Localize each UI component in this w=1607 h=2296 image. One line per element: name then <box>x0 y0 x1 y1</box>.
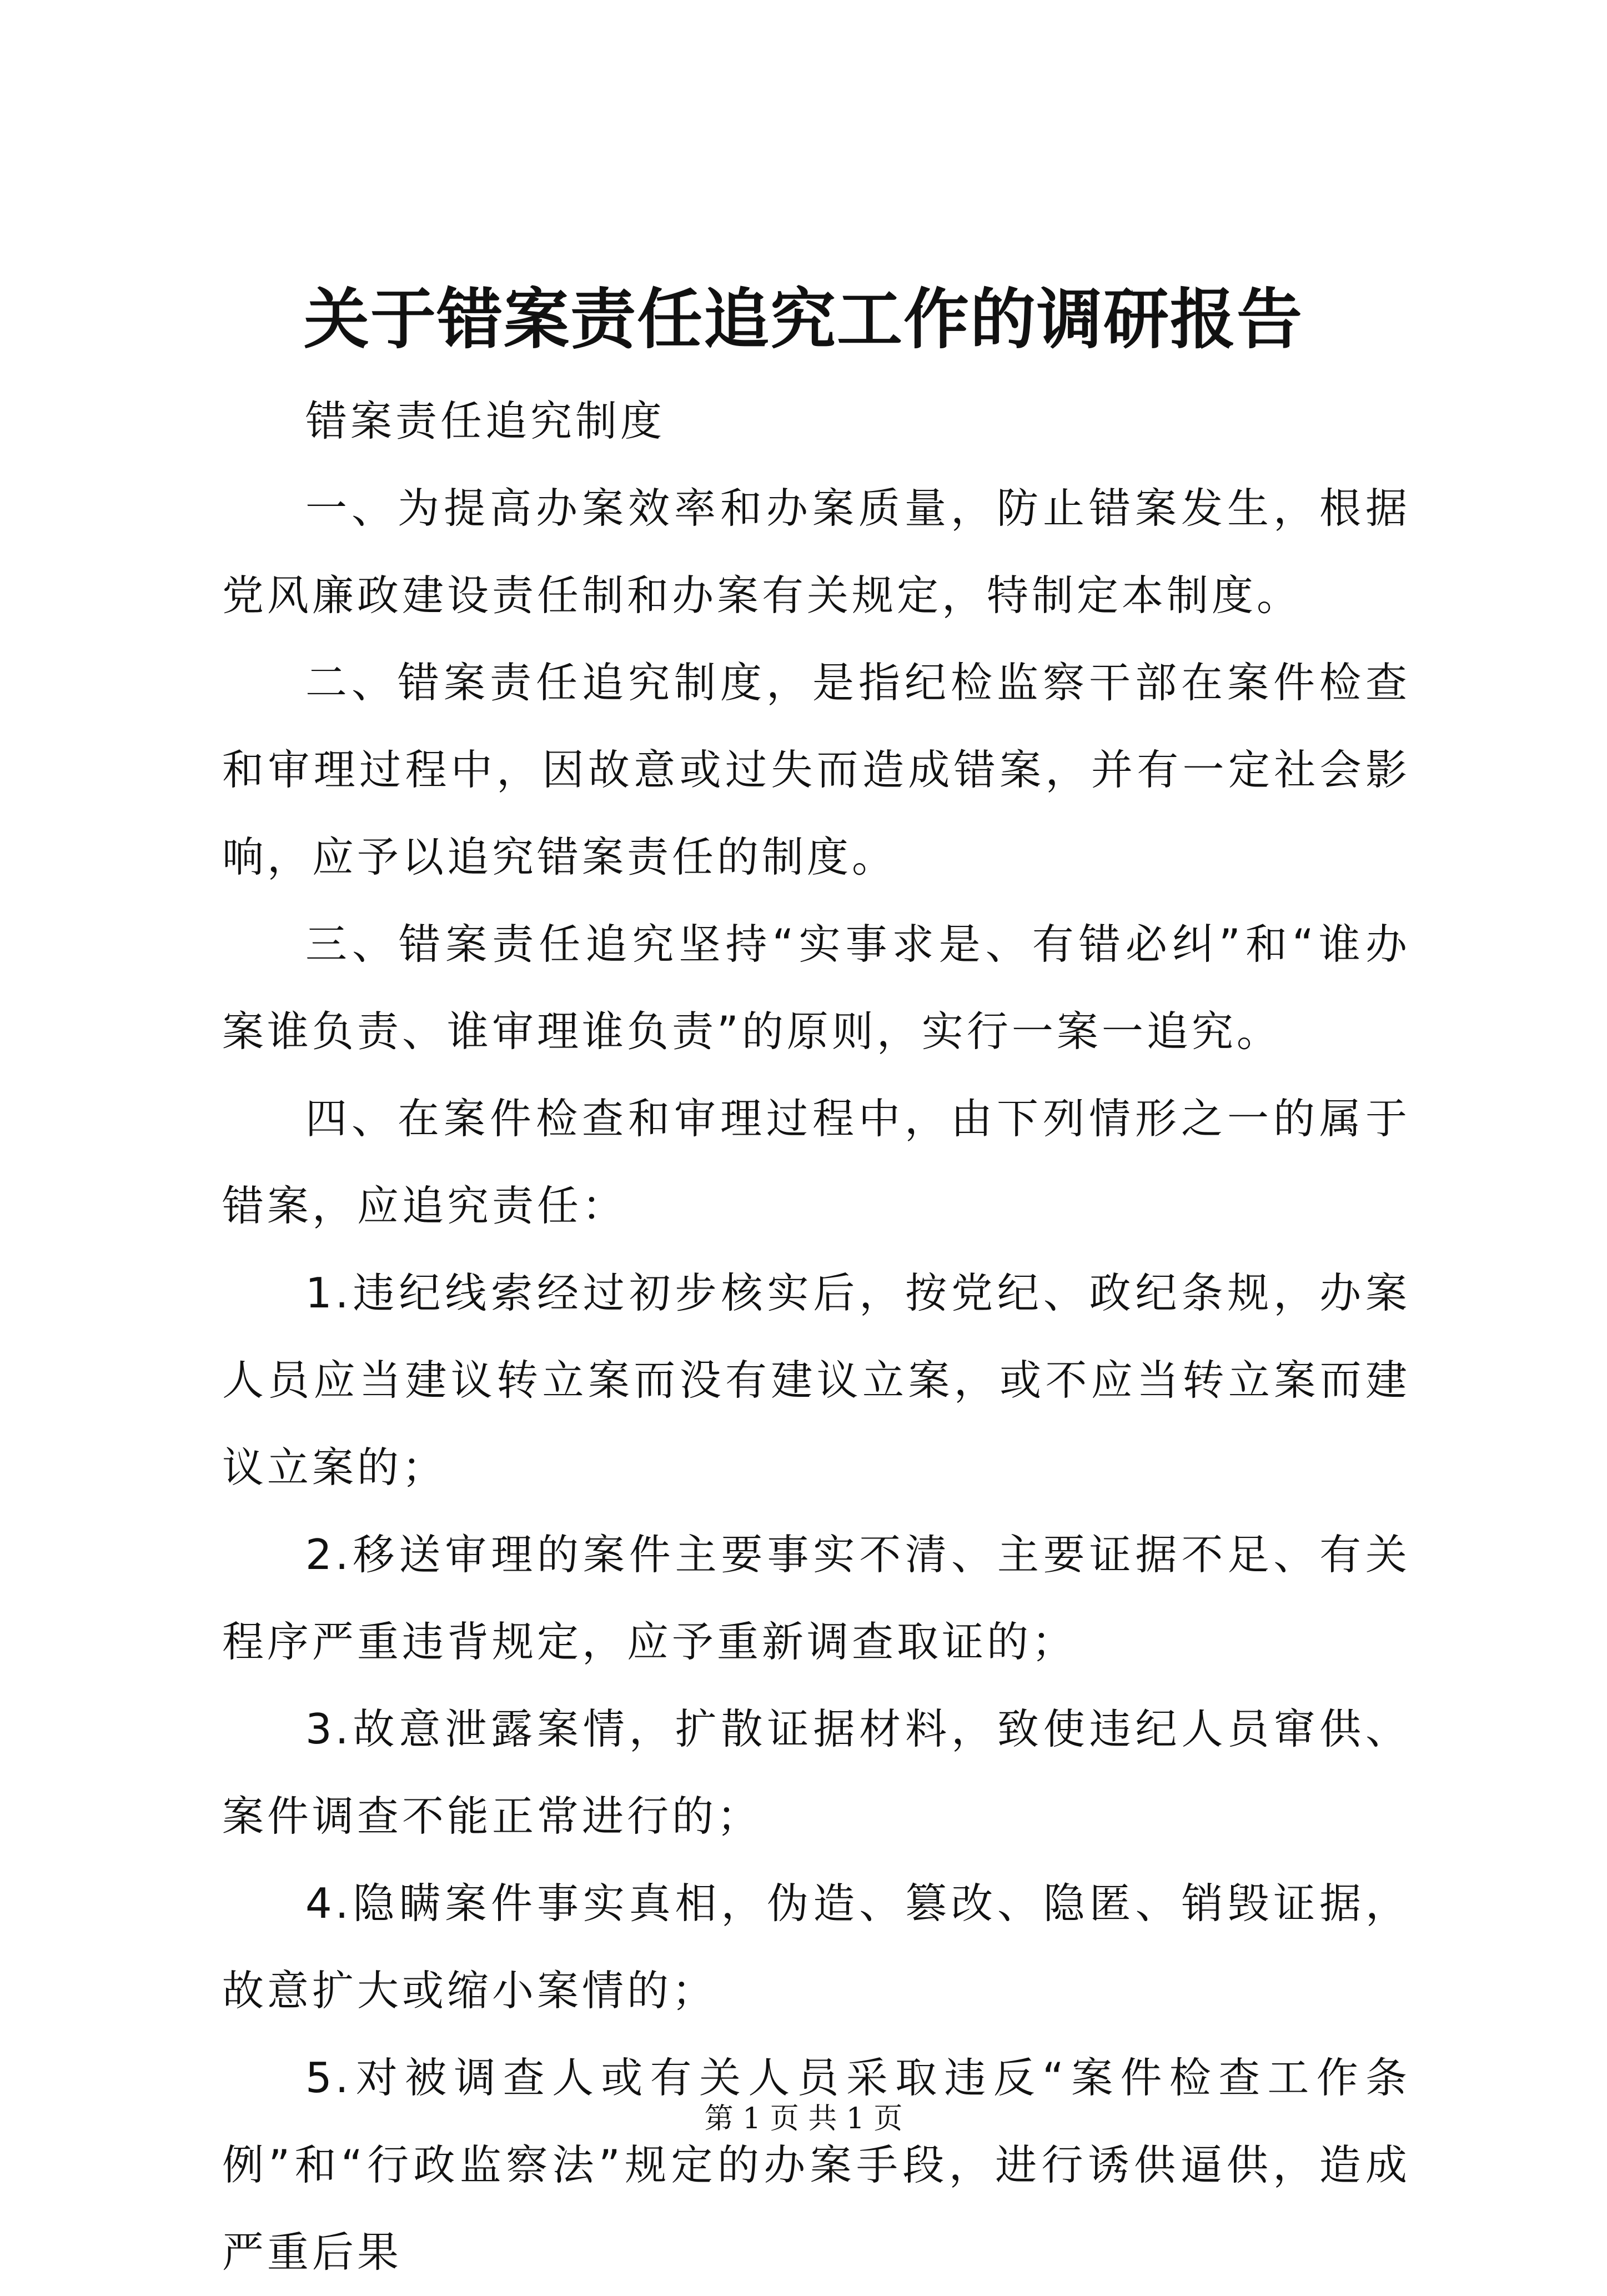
paragraph-3: 三、错案责任追究坚持“实事求是、有错必纠”和“谁办案谁负责、谁审理谁负责”的原则，实行一案一追究。 <box>222 920 1410 1056</box>
section-heading: 错案责任追究制度 <box>305 397 666 445</box>
page-footer: 第 1 页 共 1 页 <box>704 2102 903 2135</box>
list-item-5: 5.对被调查人或有关人员采取违反“案件检查工作条例”和“行政监察法”规定的办案手段，进行诱供逼供，造成严重后果 <box>222 2053 1410 2277</box>
list-item-3: 3.故意泄露案情，扩散证据材料，致使违纪人员窜供、案件调查不能正常进行的； <box>222 1705 1410 1841</box>
paragraph-1: 一、为提高办案效率和办案质量，防止错案发生，根据党风廉政建设责任制和办案有关规定，特制定本制度。 <box>222 484 1410 620</box>
document-body <box>222 378 1410 2296</box>
list-item-2: 2.移送审理的案件主要事实不清、主要证据不足、有关程序严重违背规定，应予重新调查取证的； <box>222 1530 1410 1666</box>
list-item-1: 1.违纪线索经过初步核实后，按党纪、政纪条规，办案人员应当建议转立案而没有建议立案，或不应当转立案而建议立案的； <box>222 1269 1410 1492</box>
document-title: 关于错案责任追究工作的调研报告 <box>303 280 1303 358</box>
paragraph-4: 四、在案件检查和审理过程中，由下列情形之一的属于错案，应追究责任： <box>222 1094 1410 1230</box>
paragraph-2: 二、错案责任追究制度，是指纪检监察干部在案件检查和审理过程中，因故意或过失而造成错案，并有一定社会影响，应予以追究错案责任的制度。 <box>222 658 1410 881</box>
list-item-4: 4.隐瞒案件事实真相，伪造、篡改、隐匿、销毁证据，故意扩大或缩小案情的； <box>222 1879 1410 2015</box>
